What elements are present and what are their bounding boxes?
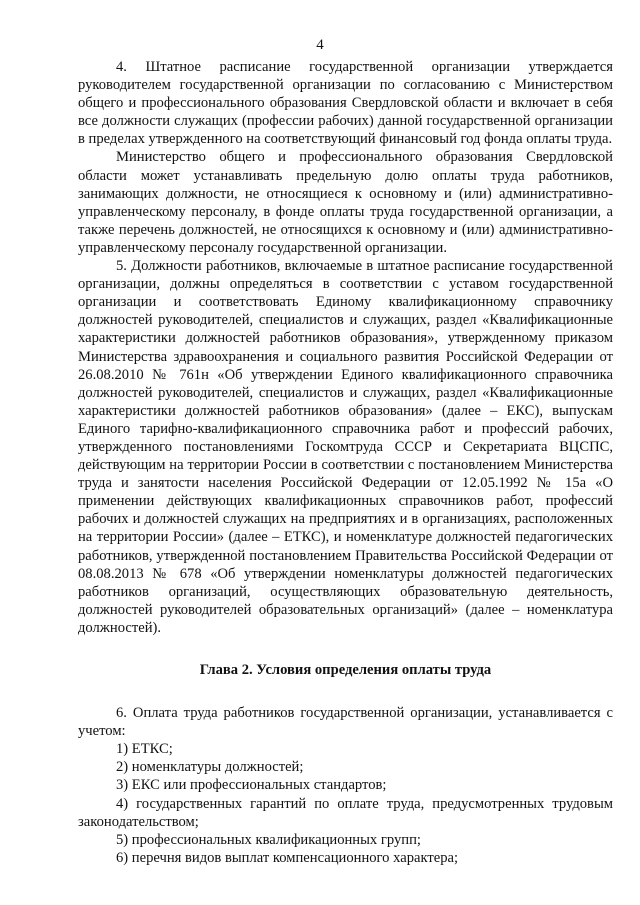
page-number: 4 — [316, 37, 324, 53]
list-item: 6) перечня видов выплат компенсационного характера; — [116, 849, 459, 866]
list-item: 5) профессиональных квалификационных групп; — [116, 831, 421, 848]
paragraph-5: 5. Должности работников, включаемые в штатное расписание государственной организации, должны определяться в соответствии с уставом государственной организации и соответствовать Единому квалификационному справочнику должностей руководителей, специалистов и служащих, раздел «Квалификационные характеристики должностей работников образования», утвержденному приказом Министерства здравоохранения и социального развития Российской Федерации от 26.08.2010 № 761н «Об утверждении Единого квалификационного справочника должностей руководителей, специалистов и служащих, раздел «Квалификационные характеристики должностей работников образования» (далее – ЕКС), выпускам Единого тарифно-квалификационного справочника работ и профессий рабочих, утвержденного постановлениями Госкомтруда СССР и Секретариата ВЦСПС, действующим на территории России в соответствии с постановлением Министерства труда и занятости населения Российской Федерации от 12.05.1992 № 15а «О применении действующих квалификационных справочников работ, профессий рабочих и должностей служащих на предприятиях и в организациях, расположенных на территории России» (далее – ЕТКС), и номенклатуре должностей педагогических работников, утвержденной постановлением Правительства Российской Федерации от 08.08.2013 № 678 «Об утверждении номенклатуры должностей педагогических работников организаций, осуществляющих образовательную деятельность, должностей руководителей образовательных организаций» (далее – номенклатура должностей). — [78, 258, 613, 636]
document-body — [78, 58, 613, 867]
paragraph-ministry: Министерство общего и профессионального образования Свердловской области может устанавливать предельную долю оплаты труда работников, занимающих должности, не относящиеся к основному и (или) административно-управленческому персоналу, в фонде оплаты труда государственной организации, а также перечень должностей, не относящихся к основному и (или) административно-управленческому персоналу государственной организации. — [78, 149, 613, 256]
paragraph-6: 6. Оплата труда работников государственной организации, устанавливается с учетом: — [78, 705, 613, 740]
list-item: 3) ЕКС или профессиональных стандартов; — [116, 777, 387, 794]
chapter-heading: Глава 2. Условия определения оплаты труда — [199, 662, 492, 678]
list-item: 2) номенклатуры должностей; — [116, 759, 304, 776]
list-item: 1) ЕТКС; — [116, 741, 173, 758]
list-item: 4) государственных гарантий по оплате труда, предусмотренных трудовым законодательством; — [78, 795, 613, 830]
paragraph-4: 4. Штатное расписание государственной организации утверждается руководителем государственной организации по согласованию с Министерством общего и профессионального образования Свердловской области и включает в себя все должности служащих (профессии рабочих) данной государственной организации в пределах утвержденного на соответствующий финансовый год фонда оплаты труда. — [78, 59, 613, 148]
